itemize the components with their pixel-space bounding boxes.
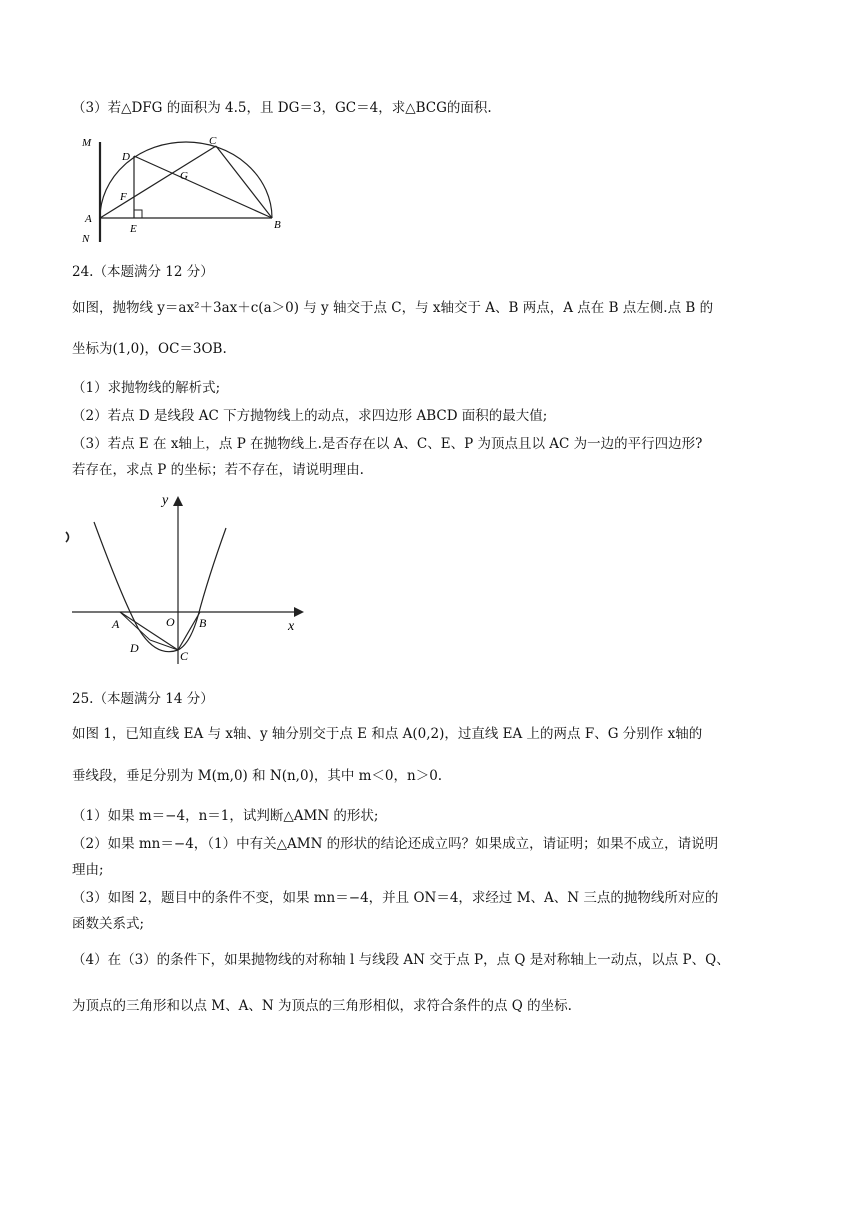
- label-D: D: [122, 151, 130, 163]
- q23-part3: （3）若△DFG 的面积为 4.5，且 DG＝3，GC＝4，求△BCG的面积.: [72, 100, 492, 116]
- q24-header: 24.（本题满分 12 分）: [72, 264, 214, 280]
- q24-part1: （1）求抛物线的解析式;: [72, 380, 221, 396]
- label-N: N: [82, 233, 90, 245]
- label-O: O: [166, 615, 175, 629]
- label-B: B: [274, 219, 281, 231]
- q24-part2: （2）若点 D 是线段 AC 下方抛物线上的动点，求四边形 ABCD 面积的最大值;: [72, 408, 548, 424]
- q25-part2-line1: （2）如果 mn＝−4，（1）中有关△AMN 的形状的结论还成立吗？如果成立，请证明；如果不成立，请说明: [72, 836, 719, 852]
- q25-intro-line1: 如图 1，已知直线 EA 与 x轴、y 轴分别交于点 E 和点 A(0,2)，过直线 EA 上的两点 F、G 分别作 x轴的: [72, 726, 703, 742]
- q25-part4-line1: （4）在（3）的条件下，如果抛物线的对称轴 l 与线段 AN 交于点 P，点 Q 是对称轴上一动点，以点 P、Q、: [72, 952, 730, 968]
- label-M: M: [82, 137, 92, 149]
- q25-part3-line1: （3）如图 2，题目中的条件不变，如果 mn＝−4，并且 ON＝4，求经过 M、A、N 三点的抛物线所对应的: [72, 890, 719, 906]
- q25-part1: （1）如果 m＝−4，n＝1，试判断△AMN 的形状;: [72, 808, 379, 824]
- q24-intro-line1: 如图，抛物线 y＝ax²＋3ax＋c(a＞0) 与 y 轴交于点 C，与 x轴交于 A、B 两点，A 点在 B 点左侧.点 B 的: [72, 300, 714, 316]
- label-E: E: [130, 223, 137, 235]
- q24-intro-line2: 坐标为(1,0)，OC＝3OB.: [72, 341, 227, 357]
- q25-part4-line2: 为顶点的三角形和以点 M、A、N 为顶点的三角形相似，求符合条件的点 Q 的坐标.: [72, 998, 572, 1014]
- label-D: D: [130, 641, 139, 655]
- q24-part3-line2: 若存在，求点 P 的坐标；若不存在，请说明理由.: [72, 462, 364, 478]
- q24-part3-line1: （3）若点 E 在 x轴上，点 P 在抛物线上.是否存在以 A、C、E、P 为顶点且以 AC 为一边的平行四边形?: [72, 436, 703, 452]
- q25-intro-line2: 垂线段，垂足分别为 M(m,0) 和 N(n,0)，其中 m＜0，n＞0.: [72, 768, 443, 784]
- label-C: C: [209, 135, 217, 147]
- q23-semicircle-figure: [76, 132, 290, 246]
- q25-header: 25.（本题满分 14 分）: [72, 691, 214, 707]
- label-C: C: [180, 649, 189, 663]
- label-x: x: [288, 619, 295, 634]
- q24-parabola-figure: [64, 488, 310, 668]
- q25-part2-line2: 理由;: [72, 862, 104, 878]
- label-A: A: [112, 617, 120, 631]
- label-B: B: [199, 616, 207, 630]
- label-A: A: [85, 213, 92, 225]
- label-F: F: [120, 191, 127, 203]
- q25-part3-line2: 函数关系式;: [72, 916, 145, 932]
- label-G: G: [180, 170, 188, 182]
- label-y: y: [162, 493, 169, 508]
